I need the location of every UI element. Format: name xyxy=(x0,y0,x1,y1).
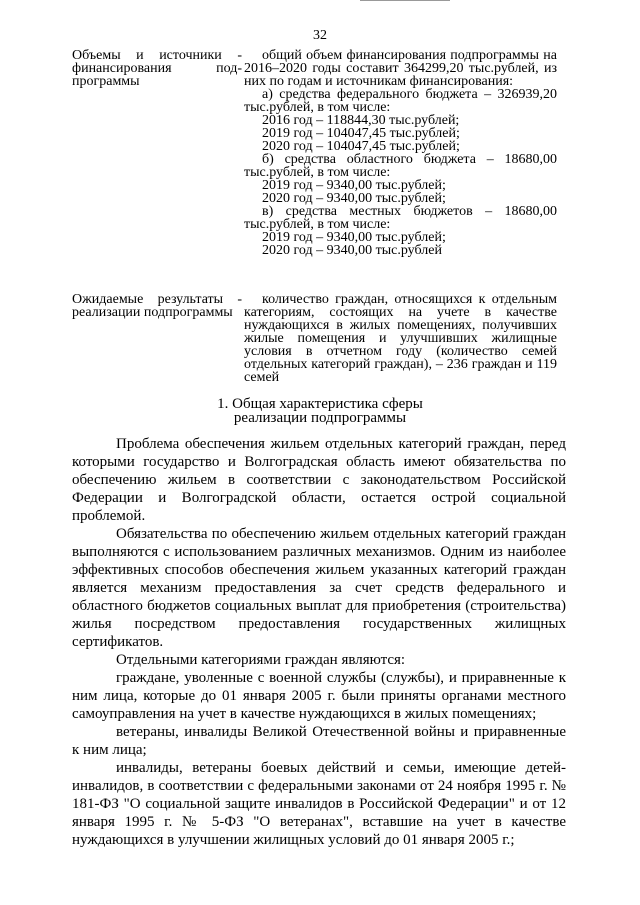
paragraph: Отдельными категориями граждан являются: xyxy=(116,652,406,668)
passport-row-financing xyxy=(72,49,562,257)
paragraph: инвалиды, ветераны боевых действий и семьи, имеющие детей-инвалидов, в соответствии с федеральными законами от 24 ноября 1995 г. № 181-ФЗ "О социальной защите инвалидов в Российской Федерации" и от 12 января 1995 г. № 5-ФЗ "О ветеранах", вставшие на учет в качестве нуждающихся в улучшении жилищных условий до 01 января 2005 г.; xyxy=(72,760,566,848)
section-heading: 1. Общая характеристика сферы реализации подпрограммы xyxy=(217,396,423,426)
page-number: 32 xyxy=(313,28,327,43)
passport-row-results xyxy=(72,293,562,384)
financing-regional: б) средства областного бюджета – 18680,00 тыс.рублей, в том числе: xyxy=(244,152,557,180)
expected-results-text: количество граждан, относящихся к отдельным категориям, состоящих на учете в качестве нуждающихся в жилых помещениях, получивших жилые помещения и улучшивших жилищные условия в отчетном году (количество семей отдельных категорий граждан), – 236 граждан и 119 семей xyxy=(244,292,557,385)
paragraph: Проблема обеспечения жильем отдельных категорий граждан, перед которыми государство и Волгоградская область имеют обязательства по обеспечению жильем в соответствии с законодательством Российской Федерации и Волгоградской области, остается острой социальной проблемой. xyxy=(72,436,566,524)
financing-federal-2016: 2016 год – 118844,30 тыс.рублей; xyxy=(262,113,460,128)
financing-local-2020: 2020 год – 9340,00 тыс.рублей xyxy=(262,243,442,258)
financing-local-2019: 2019 год – 9340,00 тыс.рублей; xyxy=(262,230,446,245)
financing-local: в) средства местных бюджетов – 18680,00 тыс.рублей, в том числе: xyxy=(244,204,557,232)
paragraph: Обязательства по обеспечению жильем отдельных категорий граждан выполняются с использованием различных механизмов. Одним из наиболее эффективных способов обеспечения жильем указанных категорий граждан является механизм предоставления за счет средств федерального и областного бюджетов социальных выплат для приобретения (строительства) жилья посредством предоставления государственных жилищных сертификатов. xyxy=(72,526,566,650)
passport-label-results: Ожидаемые результаты - реализации подпрограммы xyxy=(72,292,242,320)
paragraph: граждане, уволенные с военной службы (службы), и приравненные к ним лица, которые до 01 января 2005 г. были приняты органами местного самоуправления на учет в качестве нуждающихся в жилых помещениях; xyxy=(72,670,566,722)
passport-value-financing xyxy=(244,49,557,257)
financing-federal: а) средства федерального бюджета – 326939,20 тыс.рублей, в том числе: xyxy=(244,87,557,115)
passport-label-financing: Объемы и источники - финансирования под-программы xyxy=(72,48,242,89)
financing-regional-2020: 2020 год – 9340,00 тыс.рублей; xyxy=(262,191,446,206)
passport-value-results xyxy=(244,293,557,384)
financing-federal-2019: 2019 год – 104047,45 тыс.рублей; xyxy=(262,126,460,141)
financing-regional-2019: 2019 год – 9340,00 тыс.рублей; xyxy=(262,178,446,193)
top-rule xyxy=(360,0,450,1)
paragraph: ветераны, инвалиды Великой Отечественной войны и приравненные к ним лица; xyxy=(72,724,566,758)
financing-federal-2020: 2020 год – 104047,45 тыс.рублей; xyxy=(262,139,460,154)
body-text xyxy=(72,435,566,849)
financing-total: общий объем финансирования подпрограммы на 2016–2020 годы составит 364299,20 тыс.рублей, из них по годам и источникам финансирования: xyxy=(244,48,557,89)
